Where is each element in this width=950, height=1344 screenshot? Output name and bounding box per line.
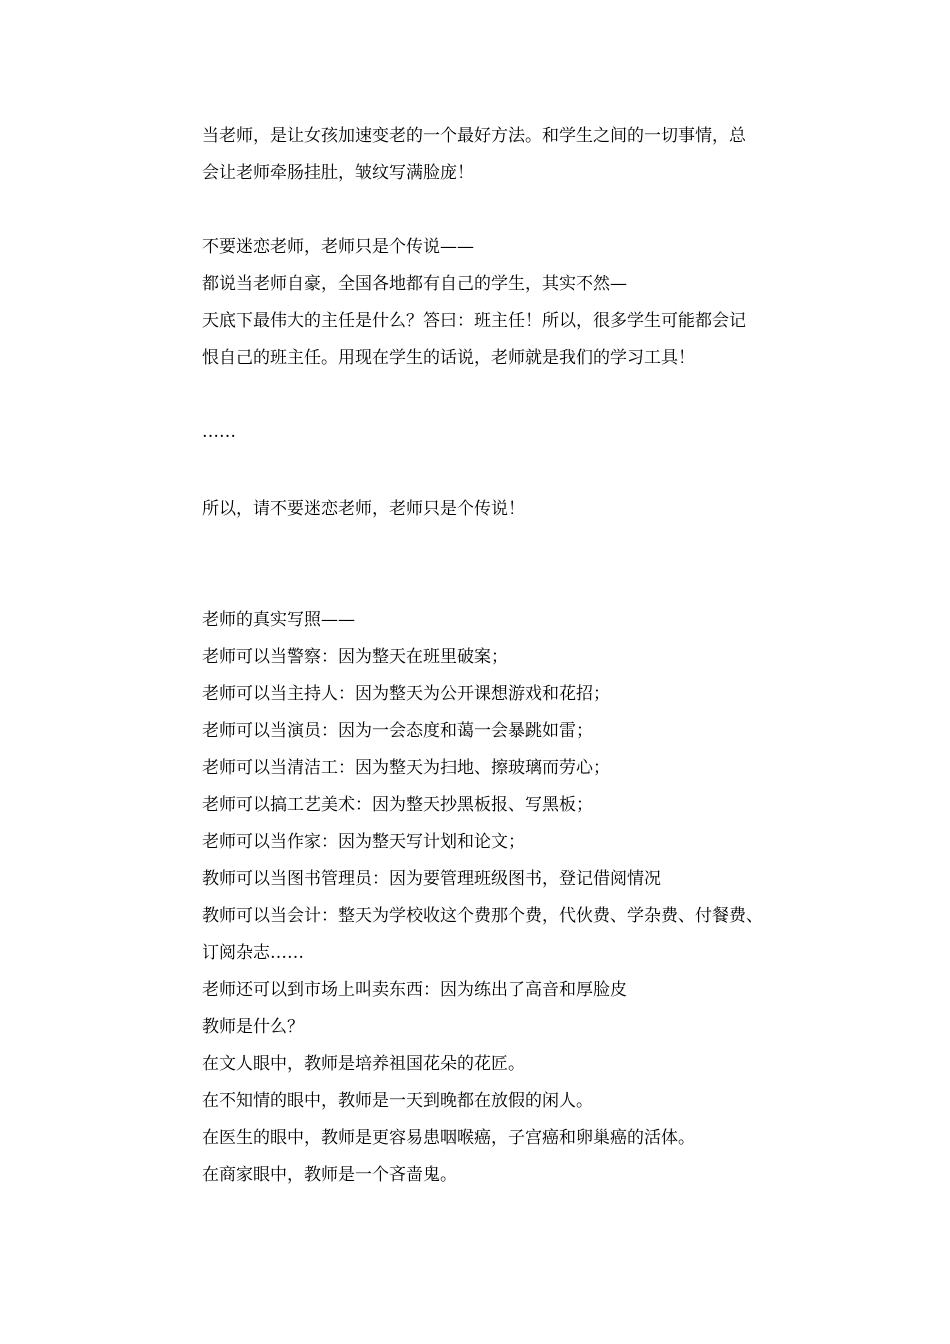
list-item: 在不知情的眼中，教师是一天到晚都在放假的闲人。 — [202, 1091, 593, 1111]
text-line: 会让老师牵肠挂肚，皱纹写满脸庞！ — [202, 163, 474, 183]
list-item: 老师可以当主持人：因为整天为公开课想游戏和花招； — [202, 684, 610, 704]
list-item: 在文人眼中，教师是培养祖国花朵的花匠。 — [202, 1054, 525, 1074]
paragraph-2 — [202, 229, 822, 377]
list-item: 老师还可以到市场上叫卖东西：因为练出了高音和厚脸皮 — [202, 980, 627, 1000]
paragraph-3 — [202, 414, 822, 451]
list-item: 在医生的眼中，教师是更容易患咽喉癌，子宫癌和卵巢癌的活体。 — [202, 1128, 695, 1148]
list-item: 老师可以当演员：因为一会态度和蔼一会暴跳如雷； — [202, 721, 593, 741]
list-item: 老师可以当作家：因为整天写计划和论文； — [202, 832, 525, 852]
list-item-continuation: 订阅杂志…… — [202, 943, 304, 963]
paragraph-5 — [202, 602, 822, 1194]
question-line: 教师是什么？ — [202, 1017, 304, 1037]
paragraph-1 — [202, 118, 822, 192]
list-item: 在商家眼中，教师是一个吝啬鬼。 — [202, 1165, 457, 1185]
paragraph-4 — [202, 491, 822, 528]
section-heading: 老师的真实写照—— — [202, 610, 355, 630]
list-item: 老师可以当警察：因为整天在班里破案； — [202, 647, 508, 667]
list-item: 教师可以当会计：整天为学校收这个费那个费，代伙费、学杂费、付餐费、 — [202, 906, 763, 926]
list-item: 教师可以当图书管理员：因为要管理班级图书，登记借阅情况 — [202, 869, 661, 889]
text-line: 都说当老师自豪，全国各地都有自己的学生，其实不然— — [202, 274, 627, 294]
list-item: 老师可以搞工艺美术：因为整天抄黑板报、写黑板； — [202, 795, 593, 815]
text-line: 所以，请不要迷恋老师，老师只是个传说！ — [202, 499, 525, 519]
text-line: 天底下最伟大的主任是什么？答曰：班主任！所以，很多学生可能都会记 — [202, 311, 746, 331]
ellipsis-line: …… — [202, 422, 236, 442]
text-line: 恨自己的班主任。用现在学生的话说，老师就是我们的学习工具！ — [202, 348, 695, 368]
list-item: 老师可以当清洁工：因为整天为扫地、擦玻璃而劳心； — [202, 758, 610, 778]
text-line: 不要迷恋老师，老师只是个传说—— — [202, 237, 474, 257]
text-line: 当老师，是让女孩加速变老的一个最好方法。和学生之间的一切事情，总 — [202, 126, 746, 146]
